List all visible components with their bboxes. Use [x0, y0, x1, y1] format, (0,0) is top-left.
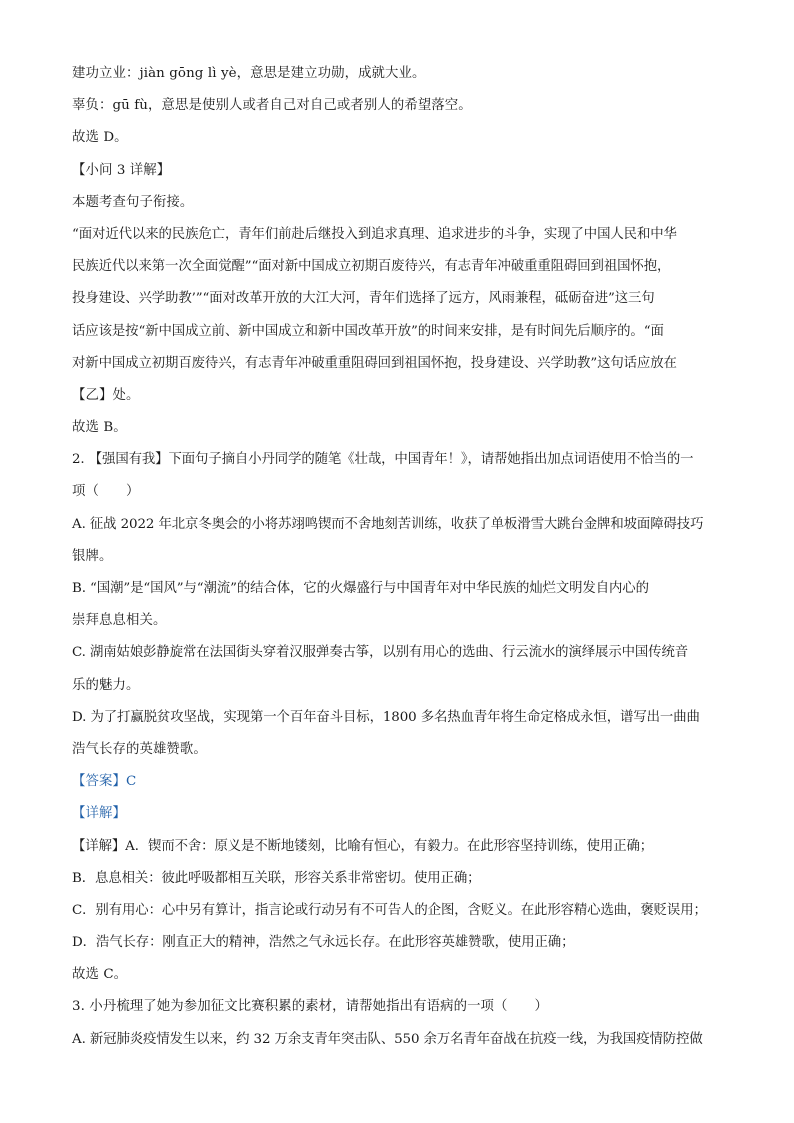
section-heading: 【小问 3 详解】: [72, 162, 171, 178]
detail-label: 【详解】: [72, 806, 126, 822]
text-line: 本题考查句子衔接。: [72, 194, 194, 210]
option-c: C. 湖南姑娘彭静旋常在法国街头穿着汉服弹奏古筝，以别有用心的选曲、行云流水的演绎展示中国传统音: [72, 645, 689, 661]
text-line: 银牌。: [72, 548, 113, 564]
text-line: 故选 C。: [72, 967, 128, 983]
text-line: D．浩气长存：刚直正大的精神，浩然之气永远长存。在此形容英雄赞歌，使用正确；: [72, 935, 575, 951]
text-line: 故选 B。: [72, 420, 127, 436]
text-line: 话应该是按“新中国成立前、新中国成立和新中国改革开放”的时间来安排，是有时间先后顺序的。“面: [72, 323, 664, 339]
text-line: 崇拜息息相关。: [72, 613, 167, 629]
text-line: 项（ ）: [72, 484, 140, 500]
text-line: 乐的魅力。: [72, 677, 140, 693]
text-line: B．息息相关：彼此呼吸都相互关联，形容关系非常密切。使用正确；: [72, 870, 481, 886]
text-line: “面对近代以来的民族危亡，青年们前赴后继投入到追求真理、追求进步的斗争，实现了中国人民和中华: [72, 226, 677, 242]
text-line: 【乙】处。: [72, 387, 140, 403]
option-d: D. 为了打赢脱贫攻坚战，实现第一个百年奋斗目标，1800 多名热血青年将生命定格成永恒，谱写出一曲曲: [72, 709, 700, 725]
question-3: 3. 小丹梳理了她为参加征文比赛积累的素材，请帮她指出有语病的一项（ ）: [72, 999, 549, 1015]
text-line: 【详解】A．锲而不舍：原义是不断地镂刻，比喻有恒心，有毅力。在此形容坚持训练，使用正确；: [72, 838, 654, 854]
text-line: 故选 D。: [72, 130, 128, 146]
question-2: 2. 【强国有我】下面句子摘自小丹同学的随笔《壮哉，中国青年！》，请帮她指出加点词语使用不恰当的一: [72, 452, 694, 468]
text-line: 投身建设、兴学助教’”“面对改革开放的大江大河，青年们选择了远方，风雨兼程，砥砺奋进”这三句: [72, 291, 655, 307]
option-b: B. “国潮”是“国风”与“潮流”的结合体，它的火爆盛行与中国青年对中华民族的灿烂文明发自内心的: [72, 581, 649, 596]
answer-label: 【答案】C: [72, 774, 137, 790]
option-a: A. 征战 2022 年北京冬奥会的小将苏翊鸣锲而不舍地刻苦训练，收获了单板滑雪大跳台金牌和坡面障碍技巧: [72, 516, 704, 532]
option-a: A. 新冠肺炎疫情发生以来，约 32 万余支青年突击队、550 余万名青年奋战在抗疫一线，为我国疫情防控做: [72, 1031, 703, 1047]
text-line: C．别有用心：心中另有算计，指言论或行动另有不可告人的企图，含贬义。在此形容精心选曲，褒贬误用；: [72, 902, 707, 918]
text-line: 民族近代以来第一次全面觉醒”“面对新中国成立初期百废待兴，有志青年冲破重重阻碍回到祖国怀抱，: [72, 259, 671, 275]
text-line: 建功立业：jiàn gōng lì yè，意思是建立功勋，成就大业。: [72, 66, 426, 81]
text-line: 辜负：gū fù，意思是使别人或者自己对自己或者别人的希望落空。: [72, 98, 472, 114]
text-line: 对新中国成立初期百废待兴，有志青年冲破重重阻碍回到祖国怀抱，投身建设、兴学助教”这句话应放在: [72, 355, 677, 371]
document-page: [72, 64, 724, 1062]
text-line: 浩气长存的英雄赞歌。: [72, 741, 207, 757]
